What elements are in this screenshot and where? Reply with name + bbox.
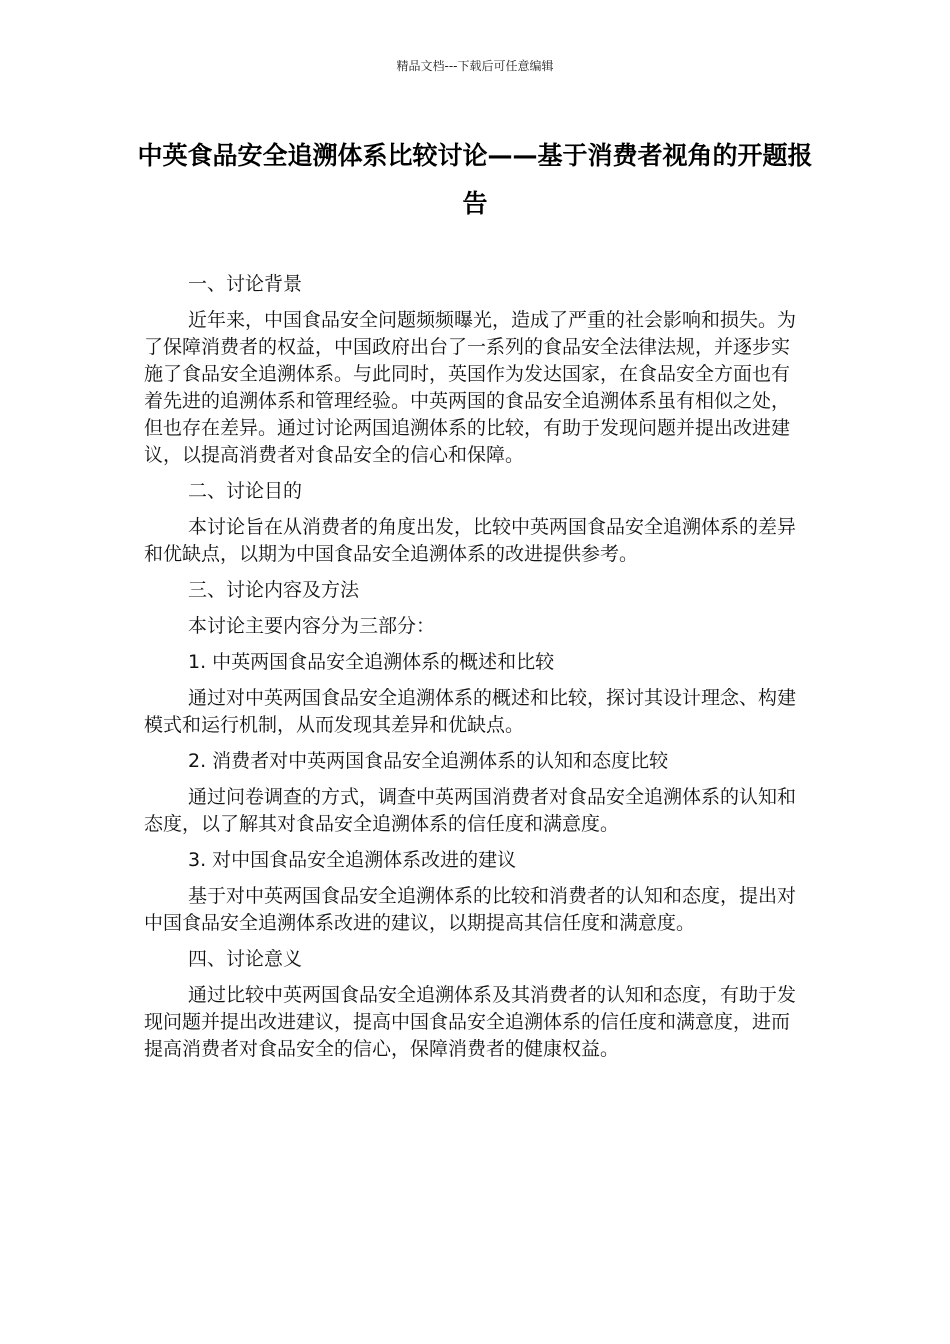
section-significance (144, 946, 806, 1063)
section-heading: 二、讨论目的 (188, 480, 303, 502)
paragraph: 本讨论旨在从消费者的角度出发，比较中英两国食品安全追溯体系的差异和优缺点，以期为中国食品安全追溯体系的改进提供参考。 (144, 516, 797, 565)
section-content-methods (144, 577, 806, 937)
section-heading: 三、讨论内容及方法 (188, 579, 360, 601)
page-header-note: 精品文档---下载后可任意编辑 (396, 59, 554, 73)
section-purpose (144, 478, 806, 568)
document-body (144, 271, 806, 1072)
paragraph: 基于对中英两国食品安全追溯体系的比较和消费者的认知和态度，提出对中国食品安全追溯体系改进的建议，以期提高其信任度和满意度。 (144, 885, 797, 934)
paragraph: 本讨论主要内容分为三部分： (188, 615, 436, 637)
paragraph: 通过比较中英两国食品安全追溯体系及其消费者的认知和态度，有助于发现问题并提出改进建议，提高中国食品安全追溯体系的信任度和满意度，进而提高消费者对食品安全的信心，保障消费者的健康权益。 (144, 984, 797, 1060)
paragraph: 通过问卷调查的方式，调查中英两国消费者对食品安全追溯体系的认知和态度，以了解其对食品安全追溯体系的信任度和满意度。 (144, 786, 797, 835)
section-heading: 一、讨论背景 (188, 273, 303, 295)
paragraph: 通过对中英两国食品安全追溯体系的概述和比较，探讨其设计理念、构建模式和运行机制，从而发现其差异和优缺点。 (144, 687, 797, 736)
section-heading: 四、讨论意义 (188, 948, 303, 970)
paragraph: 近年来，中国食品安全问题频频曝光，造成了严重的社会影响和损失。为了保障消费者的权益，中国政府出台了一系列的食品安全法律法规，并逐步实施了食品安全追溯体系。与此同时，英国作为发达国家，在食品安全方面也有着先进的追溯体系和管理经验。中英两国的食品安全追溯体系虽有相似之处，但也存在差异。通过讨论两国追溯体系的比较，有助于发现问题并提出改进建议，以提高消费者对食品安全的信心和保障。 (144, 309, 797, 466)
list-item-heading: 3. 对中国食品安全追溯体系改进的建议 (188, 849, 517, 871)
list-item-heading: 2. 消费者对中英两国食品安全追溯体系的认知和态度比较 (188, 750, 669, 772)
document-title: 中英食品安全追溯体系比较讨论——基于消费者视角的开题报告 (137, 141, 813, 218)
list-item-heading: 1. 中英两国食品安全追溯体系的概述和比较 (188, 651, 555, 673)
section-background (144, 271, 806, 469)
